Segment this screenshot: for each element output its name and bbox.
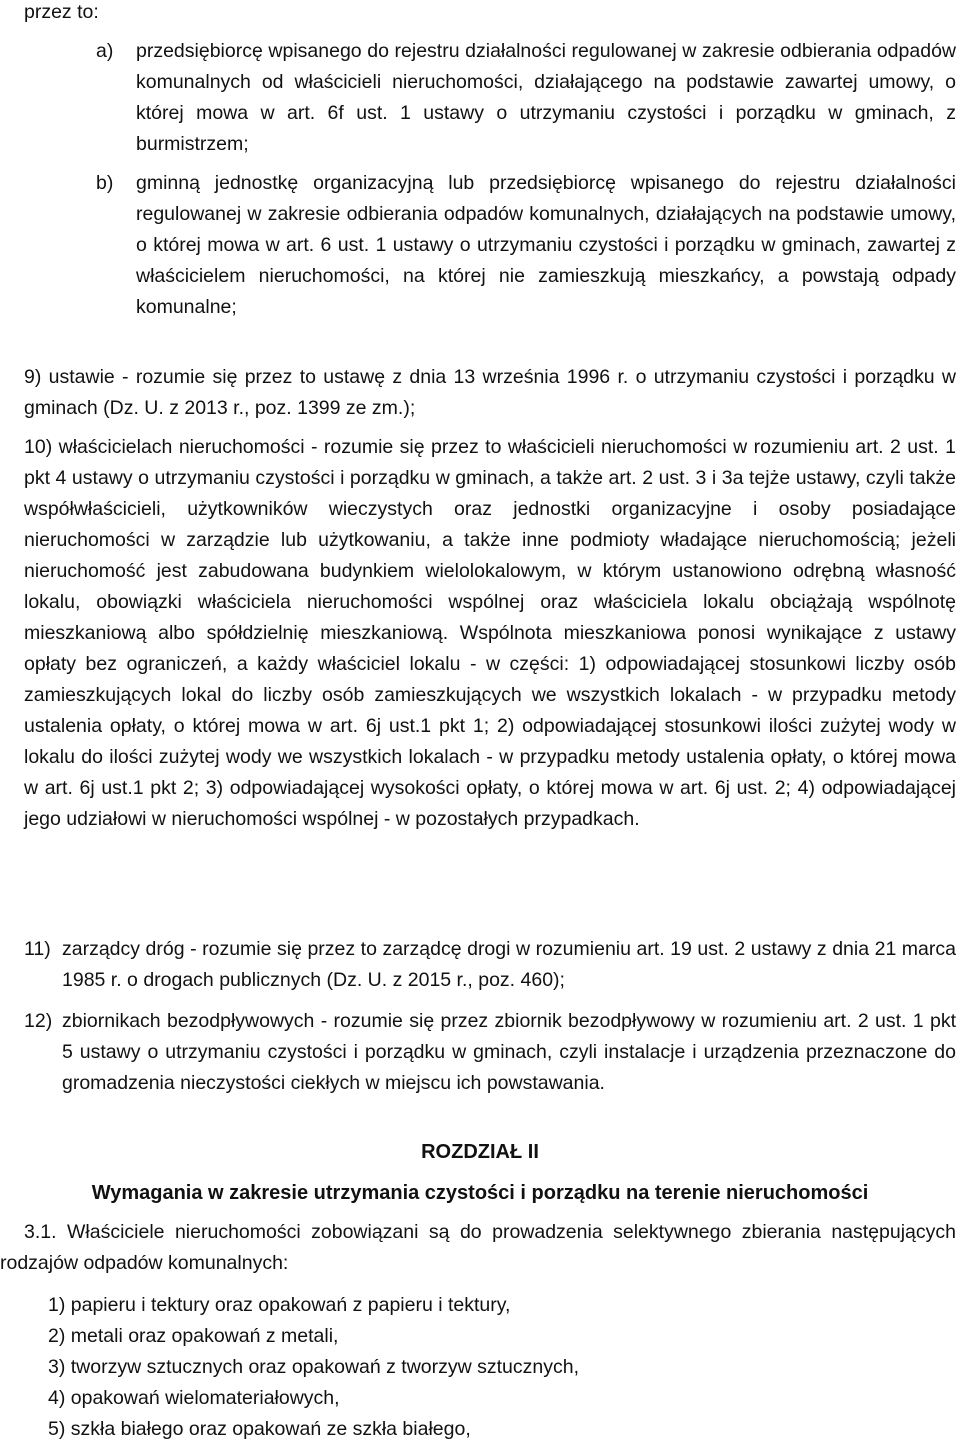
item-label: b) xyxy=(96,172,114,194)
item-text: zbiornikach bezodpływowych - rozumie się przez zbiornik bezodpływowy w rozumieniu art. 2 ust. 1 pkt 5 ustawy o utrzymaniu czystości i porządku w gminach, czyli instalacje i urządzenia przeznaczone do gromadzenia nieczystości ciekłych w miejscu ich powstawania. xyxy=(62,1010,956,1094)
definition-item-b xyxy=(96,168,956,323)
section-3-1: 3.1. Właściciele nieruchomości zobowiązani są do prowadzenia selektywnego zbierania następujących rodzajów odpadów komunalnych: xyxy=(0,1221,956,1274)
item-label: a) xyxy=(96,40,114,62)
definition-item-9: 9) ustawie - rozumie się przez to ustawę z dnia 13 września 1996 r. o utrzymaniu czystości i porządku w gminach (Dz. U. z 2013 r., poz. 1399 ze zm.); xyxy=(24,366,956,419)
item-text: gminną jednostkę organizacyjną lub przedsiębiorcę wpisanego do rejestru działalności regulowanej w zakresie odbierania odpadów komunalnych, działających na podstawie umowy, o której mowa w art. 6 ust. 1 ustawy o utrzymaniu czystości i porządku w gminach, zawartej z właścicielem nieruchomości, na której nie zamieszkują mieszkańcy, a powstają odpady komunalne; xyxy=(136,172,956,318)
item-label: 12) xyxy=(24,1010,53,1032)
definition-item-10: 10) właścicielach nieruchomości - rozumie się przez to właścicieli nieruchomości w rozumieniu art. 2 ust. 1 pkt 4 ustawy o utrzymaniu czystości i porządku w gminach, a także art. 2 ust. 3 i 3a tejże ustawy, czyli także współwłaścicieli, użytkowników wieczystych oraz jednostki organizacyjne i osoby posiadające nieruchomości w zarządzie lub użytkowaniu, a także inne podmioty władające nieruchomością; jeżeli nieruchomość jest zabudowana budynkiem wielolokalowym, w którym ustanowiono odrębną własność lokalu, obowiązki właściciela nieruchomości wspólnej oraz właściciela lokalu obciążają wspólnotę mieszkaniową albo spółdzielnię mieszkaniową. Wspólnota mieszkaniowa ponosi wynikające z ustawy opłaty bez ograniczeń, a każdy właściciel lokalu - w części: 1) odpowiadającej stosunkowi liczby osób zamieszkujących lokal do liczby osób zamieszkujących we wszystkich lokalach - w przypadku metody ustalenia opłaty, o której mowa w art. 6j ust.1 pkt 1; 2) odpowiadającej stosunkowi ilości zużytej wody w lokalu do ilości zużytej wody we wszystkich lokalach - w przypadku metody ustalenia opłaty, o której mowa w art. 6j ust.1 pkt 2; 3) odpowiadającej wysokości opłaty, o której mowa w art. 6j ust. 2; 4) odpowiadającej jego udziałowi w nieruchomości wspólnej - w pozostałych przypadkach. xyxy=(24,436,956,830)
chapter-heading: ROZDZIAŁ II xyxy=(421,1141,539,1163)
item-text: przedsiębiorcę wpisanego do rejestru działalności regulowanej w zakresie odbierania odpadów komunalnych od właścicieli nieruchomości, działającego na podstawie zawartej umowy, o której mowa w art. 6f ust. 1 ustawy o utrzymaniu czystości i porządku w gminach, z burmistrzem; xyxy=(136,40,956,155)
chapter-title: Wymagania w zakresie utrzymania czystości i porządku na terenie nieruchomości xyxy=(91,1182,869,1204)
list-item: 2) metali oraz opakowań z metali, xyxy=(48,1325,339,1347)
list-item: 5) szkła białego oraz opakowań ze szkła białego, xyxy=(48,1418,471,1440)
list-item: 1) papieru i tektury oraz opakowań z papieru i tektury, xyxy=(48,1294,511,1316)
item-text: zarządcy dróg - rozumie się przez to zarządcę drogi w rozumieniu art. 19 ust. 2 ustawy z dnia 21 marca 1985 r. o drogach publicznych (Dz. U. z 2015 r., poz. 460); xyxy=(62,938,956,991)
waste-types-list xyxy=(48,1290,579,1445)
intro-text: przez to: xyxy=(24,1,99,23)
definition-item-a xyxy=(96,36,956,160)
list-item: 4) opakowań wielomateriałowych, xyxy=(48,1387,340,1409)
item-label: 11) xyxy=(24,938,51,960)
definition-item-12 xyxy=(24,1006,956,1099)
definition-item-11 xyxy=(24,934,956,996)
list-item: 3) tworzyw sztucznych oraz opakowań z tworzyw sztucznych, xyxy=(48,1356,580,1378)
